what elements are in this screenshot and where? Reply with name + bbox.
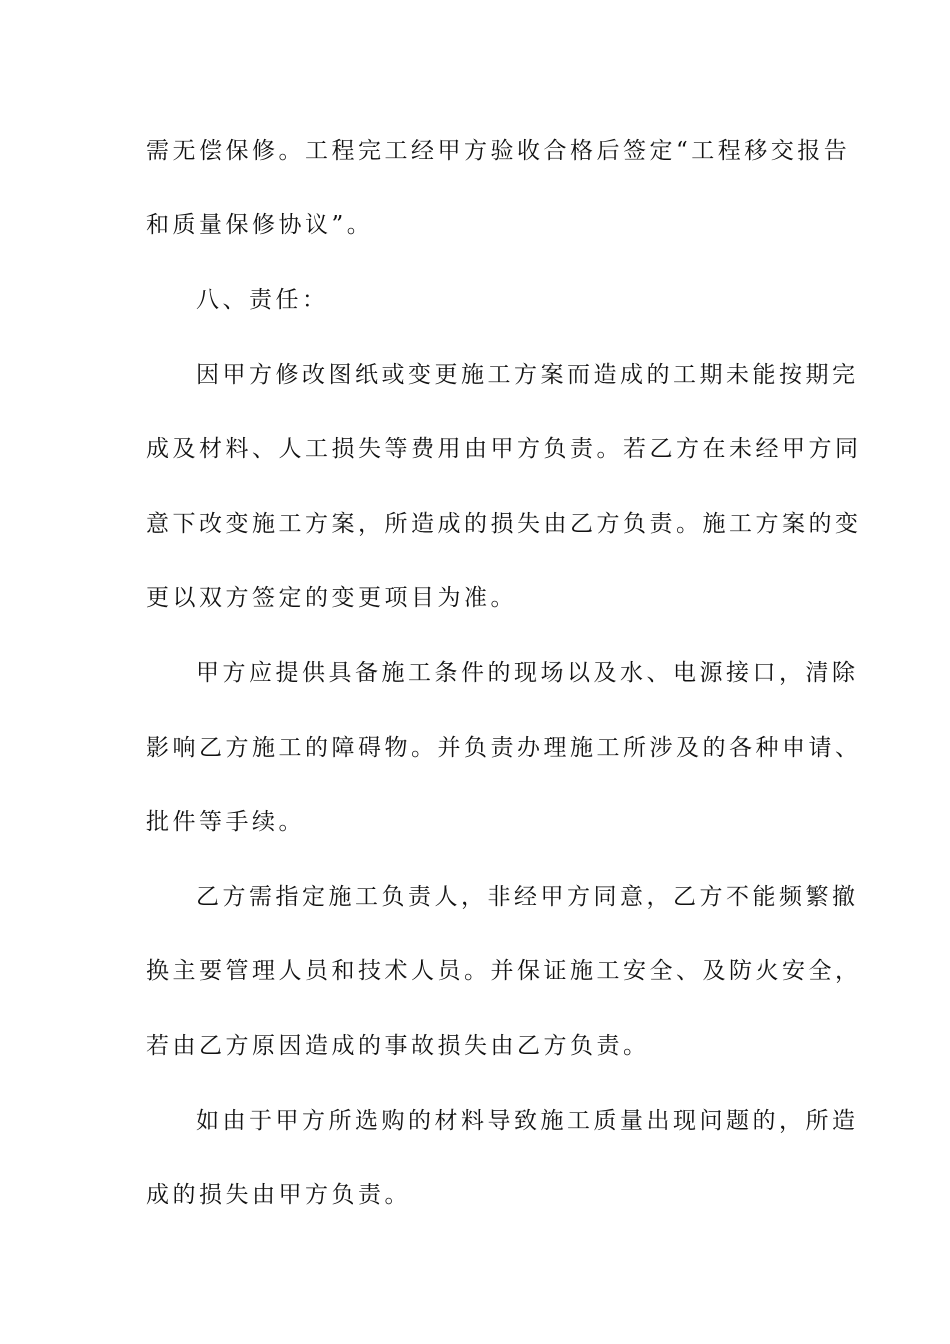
- section-heading: 八、责任：: [196, 287, 329, 313]
- text-line: 需无偿保修。工程完工经甲方验收合格后签定“工程移交报告: [146, 138, 851, 164]
- text-line: 成及材料、人工损失等费用由甲方负责。若乙方在未经甲方同: [146, 436, 862, 462]
- text-line: 批件等手续。: [146, 809, 305, 835]
- text-line: 和质量保修协议”。: [146, 212, 374, 238]
- text-line: 成的损失由甲方负责。: [146, 1182, 411, 1208]
- text-line: 影响乙方施工的障碍物。并负责办理施工所涉及的各种申请、: [146, 735, 862, 761]
- text-line: 更以双方签定的变更项目为准。: [146, 585, 517, 611]
- text-line: 因甲方修改图纸或变更施工方案而造成的工期未能按期完: [196, 362, 859, 388]
- text-line: 如由于甲方所选购的材料导致施工质量出现问题的，所造: [196, 1108, 859, 1134]
- text-line: 乙方需指定施工负责人，非经甲方同意，乙方不能频繁撤: [196, 884, 859, 910]
- text-line: 意下改变施工方案，所造成的损失由乙方负责。施工方案的变: [146, 511, 862, 537]
- text-line: 甲方应提供具备施工条件的现场以及水、电源接口，清除: [196, 660, 859, 686]
- text-line: 若由乙方原因造成的事故损失由乙方负责。: [146, 1033, 650, 1059]
- text-line: 换主要管理人员和技术人员。并保证施工安全、及防火安全，: [146, 958, 862, 984]
